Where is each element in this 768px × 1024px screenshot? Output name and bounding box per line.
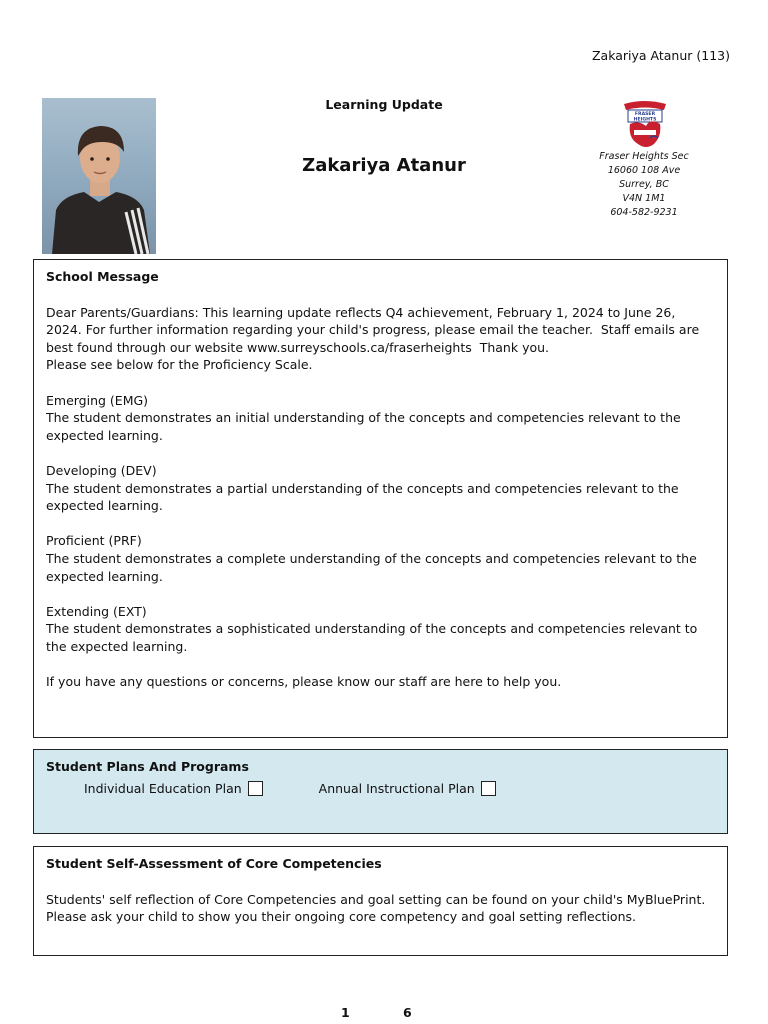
svg-text:HEIGHTS: HEIGHTS: [633, 117, 657, 123]
page-number: 1: [341, 1005, 350, 1020]
scale-extending: Extending (EXT) The student demonstrates a sophisticated understanding of the concepts and competencies relevant to the expected learning.: [46, 603, 698, 654]
school-city: Surrey, BC: [619, 179, 669, 190]
scale-emerging: Emerging (EMG) The student demonstrates an initial understanding of the concepts and competencies relevant to the expected learning.: [46, 392, 681, 443]
self-assessment-text: Students' self reflection of Core Competencies and goal setting can be found on your child's MyBluePrint. Please ask your child to show you their ongoing core competency and goal setting reflections.: [46, 891, 710, 925]
page-total: 6: [403, 1005, 412, 1020]
plan-aip: [319, 781, 496, 796]
school-phone: 604-582-9231: [610, 207, 678, 218]
school-name: Fraser Heights Sec: [599, 151, 689, 162]
self-assessment-title: Student Self-Assessment of Core Competencies: [46, 856, 382, 871]
school-message-title: School Message: [46, 269, 159, 284]
self-assessment-box: [33, 846, 728, 956]
message-intro: Dear Parents/Guardians: This learning update reflects Q4 achievement, February 1, 2024 to June 26, 2024. For further information regarding your child's progress, please email the teacher. Staff emails are best found through our website www.surreyschools.ca/fraserheights Thank you. Please see below for the Proficiency Scale.: [46, 304, 700, 373]
plan-iep-label: Individual Education Plan: [84, 781, 242, 796]
school-postal: V4N 1M1: [622, 193, 666, 204]
scale-developing: Developing (DEV) The student demonstrates a partial understanding of the concepts and competencies relevant to the expected learning.: [46, 462, 679, 514]
plan-iep: [84, 781, 263, 796]
school-street: 16060 108 Ave: [607, 165, 681, 176]
school-logo: [620, 98, 670, 152]
student-reference: Zakariya Atanur (113): [591, 48, 730, 63]
plan-aip-label: Annual Instructional Plan: [318, 781, 475, 796]
plan-aip-checkbox[interactable]: [481, 781, 496, 796]
school-address: [584, 150, 704, 220]
student-plans-title: Student Plans And Programs: [46, 759, 249, 774]
scale-proficient: Proficient (PRF) The student demonstrates a complete understanding of the concepts and competencies relevant to the expected learning.: [46, 533, 697, 584]
plan-iep-checkbox[interactable]: [248, 781, 263, 796]
message-closing: If you have any questions or concerns, please know our staff are here to help you.: [46, 674, 562, 690]
student-photo: [42, 98, 156, 254]
student-plans-box: [33, 749, 728, 834]
student-name: Zakariya Atanur: [302, 155, 466, 176]
document-title: Learning Update: [325, 97, 443, 112]
svg-text:FRASER: FRASER: [634, 112, 656, 117]
school-message-box: [33, 259, 728, 738]
